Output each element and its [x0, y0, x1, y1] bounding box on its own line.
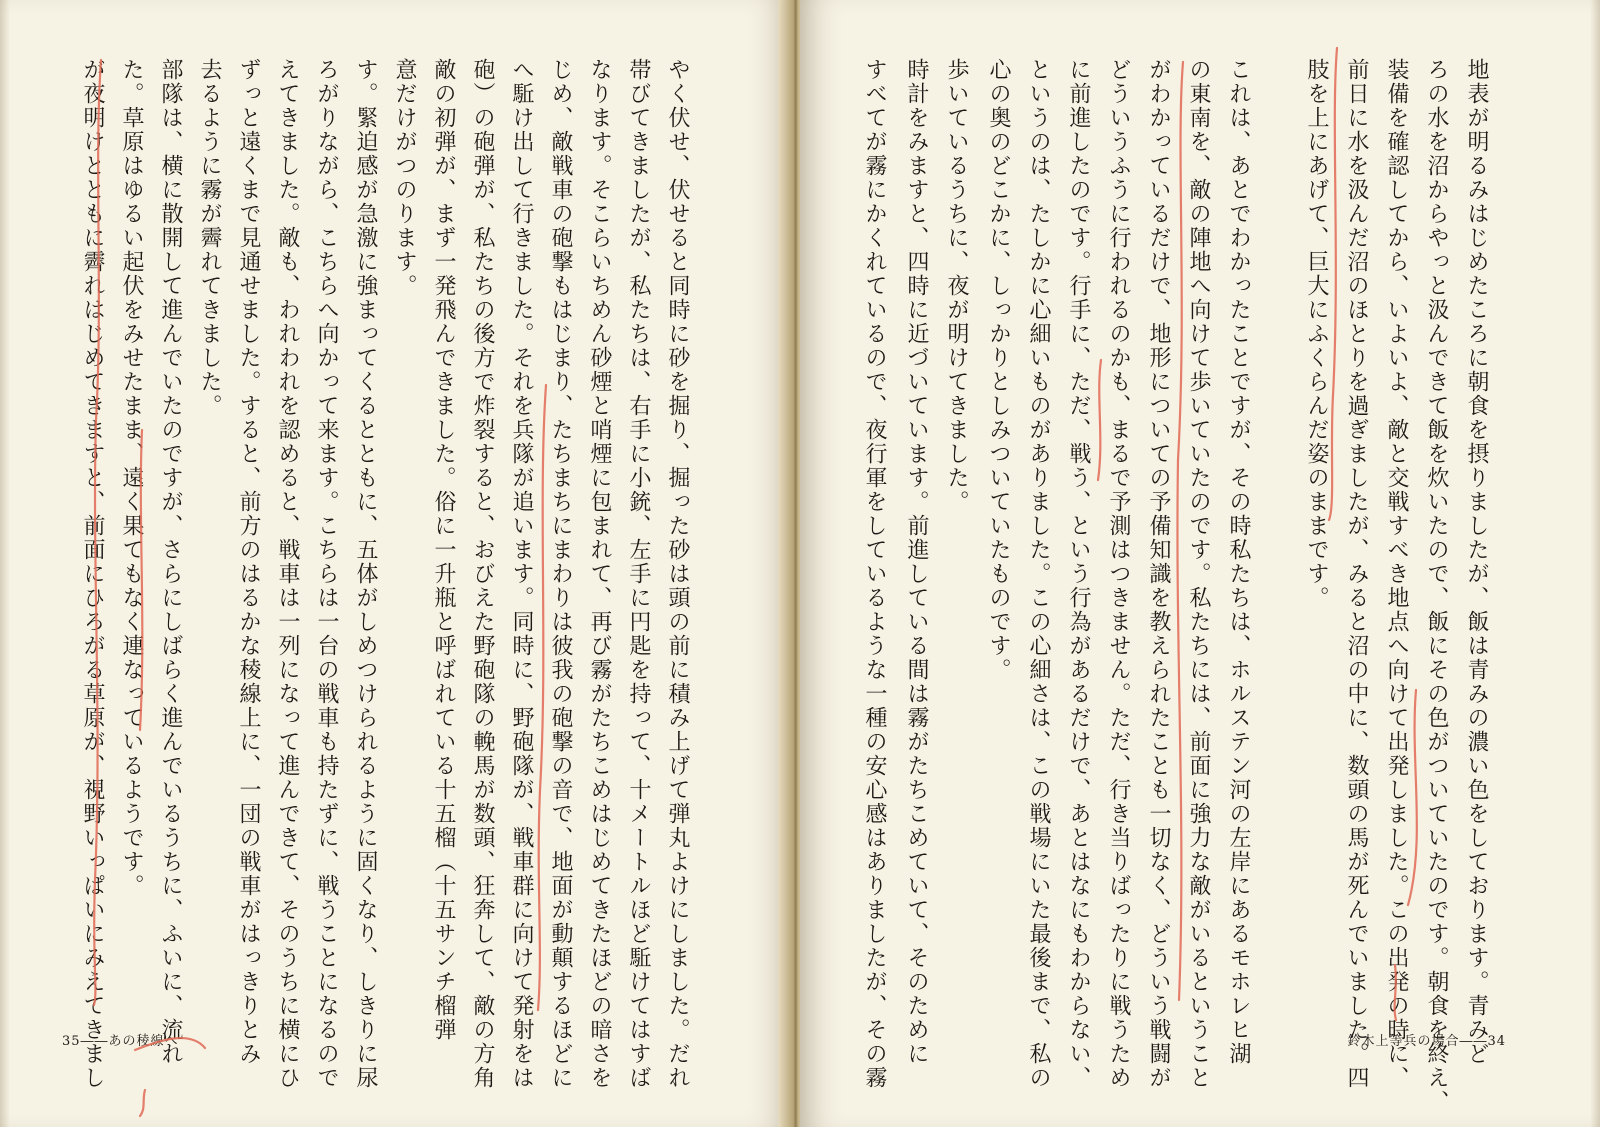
page-edge-shadow [0, 0, 10, 1127]
text-column: 意だけがつのります。 [392, 58, 417, 298]
left-page [0, 0, 790, 1127]
text-column: ずっと遠くまで見通せました。すると、前方のはるかな稜線上に、一団の戦車がはっきりとみ [236, 58, 261, 1066]
text-column: なります。そこらいちめん砂煙と哨煙に包まれて、再び霧がたちこめはじめてきたほどの暗さを [587, 58, 612, 1090]
text-column: がわかっているだけで、地形についての予備知識を教えられたことも一切なく、どういう戦闘が [1146, 58, 1171, 1090]
text-column: これは、あとでわかったことですが、その時私たちは、ホルステン河の左岸にあるモホレヒ湖 [1226, 58, 1251, 1066]
page-number: 鈴木上等兵の場合――34 [1347, 1034, 1506, 1049]
page-edge-shadow [1590, 0, 1600, 1127]
text-column: 砲）の砲弾が、私たちの後方で炸裂すると、おびえた野砲隊の輓馬が数頭、狂奔して、敵の方角 [470, 58, 495, 1090]
text-column: へ駈け出して行きました。それを兵隊が追います。同時に、野砲隊が、戦車群に向けて発射をは [509, 58, 534, 1090]
text-column: ろの水を沼からやっと汲んできて飯を炊いたので、飯にその色がついていたのです。朝食を終え、 [1424, 58, 1449, 1114]
text-column: 帯びてきましたが、私たちは、右手に小銃、左手に円匙を持って、十メートルほど駈けてはすば [626, 58, 651, 1090]
text-column: どういうふうに行われるのかも、まるで予測はつきません。ただ、行き当りばったりに戦うため [1106, 58, 1131, 1090]
page-number: 35――あの稜線へ [62, 1034, 179, 1049]
text-column: 時計をみますと、四時に近づいています。前進している間は霧がたちこめていて、そのために [904, 58, 929, 1066]
text-column: 装備を確認してから、いよいよ、敵と交戦すべき地点へ向けて出発しました。この出発の時に、 [1384, 58, 1409, 1090]
text-column: に前進したのです。行手に、ただ、戦う、という行為があるだけで、あとはなにもわからない、 [1066, 58, 1091, 1090]
text-column: す。緊迫感が急激に強まってくるとともに、五体がしめつけられるように固くなり、しきりに尿 [353, 58, 378, 1090]
text-column: ろがりながら、こちらへ向かって来ます。こちらは一台の戦車も持たずに、戦うことになるので [314, 58, 339, 1090]
text-column: 地表が明るみはじめたころに朝食を摂りましたが、飯は青みの濃い色をしております。青みど [1464, 58, 1489, 1066]
text-column: 部隊は、横に散開して進んでいたのですが、さらにしばらく進んでいるうちに、ふいに、流れ [158, 58, 183, 1066]
text-column: 歩いているうちに、夜が明けてきました。 [944, 58, 969, 514]
text-column: 去るように霧が霽れてきました。 [197, 58, 222, 418]
text-column: じめ、敵戦車の砲撃もはじまり、たちまちにまわりは彼我の砲撃の音で、地面が動顛するほどに [548, 58, 573, 1090]
text-column: が夜明けとともに霽れはじめてきますと、前面にひろがる草原が、視野いっぱいにみえてきまし [80, 58, 105, 1090]
text-column: の東南を、敵の陣地へ向けて歩いていたのです。私たちには、前面に強力な敵がいるということ [1186, 58, 1211, 1090]
right-page [800, 0, 1600, 1127]
text-column: というのは、たしかに心細いものがありました。この心細さは、この戦場にいた最後まで、私の [1026, 58, 1051, 1090]
text-column: えてきました。敵も、われわれを認めると、戦車は一列になって進んできて、そのうちに横にひ [275, 58, 300, 1090]
text-column: すべてが霧にかくれているので、夜行軍をしているような一種の安心感はありましたが、その霧 [862, 58, 887, 1090]
text-column: た。草原はゆるい起伏をみせたまま、遠く果てもなく連なっているようです。 [119, 58, 144, 898]
text-column: 前日に水を汲んだ沼のほとりを過ぎましたが、みると沼の中に、数頭の馬が死んでいました。四 [1344, 58, 1369, 1090]
text-column: 心の奥のどこかに、しっかりとしみついていたものです。 [986, 58, 1011, 682]
text-column: やく伏せ、伏せると同時に砂を掘り、掘った砂は頭の前に積み上げて弾丸よけにしました。だれ [665, 58, 690, 1090]
text-column: 敵の初弾が、まず一発飛んできました。俗に一升瓶と呼ばれている十五榴（十五サンチ榴弾 [431, 58, 456, 1042]
text-column: 肢を上にあげて、巨大にふくらんだ姿のままです。 [1304, 58, 1329, 610]
